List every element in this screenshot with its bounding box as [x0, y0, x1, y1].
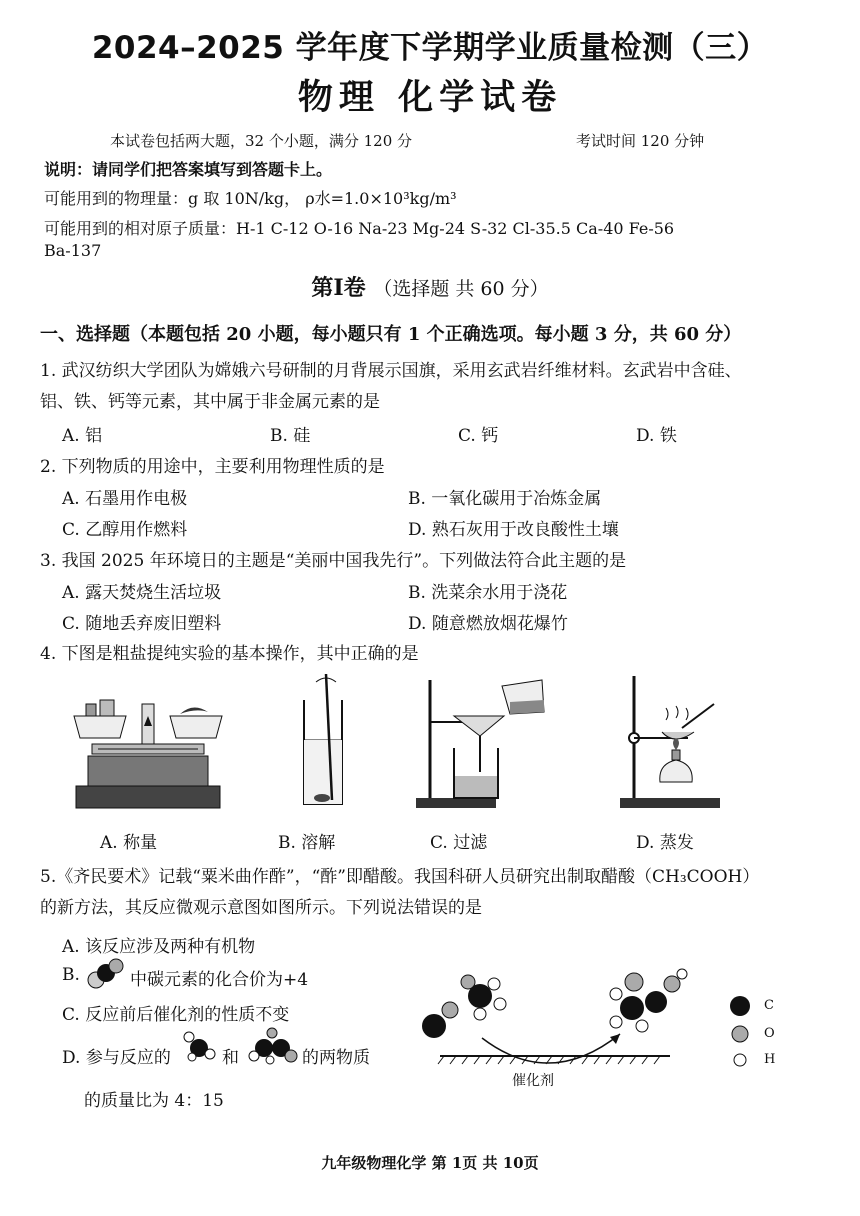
- q5-option-a: A. 该反应涉及两种有机物: [62, 937, 256, 957]
- filtration-figure: [414, 672, 554, 810]
- q1-option-b: B. 硅: [270, 426, 311, 446]
- catalyst-label: 催化剂: [512, 1073, 554, 1089]
- atomic-masses-line2: Ba-137: [44, 241, 102, 260]
- q5-option-c: C. 反应前后催化剂的性质不变: [62, 1005, 290, 1025]
- q1-option-d: D. 铁: [636, 426, 677, 446]
- q1-stem-line2: 铝、铁、钙等元素，其中属于非金属元素的是: [40, 392, 380, 412]
- q2-option-a: A. 石墨用作电极: [62, 489, 188, 509]
- page-footer: 九年级物理化学 第 1页 共 10页: [321, 1154, 539, 1172]
- section-subtitle: （选择题 共 60 分）: [373, 278, 549, 300]
- legend-oxygen: O: [764, 1026, 775, 1041]
- dissolving-figure: [296, 670, 356, 810]
- q1-option-a: A. 铝: [62, 426, 103, 446]
- q2-option-d: D. 熟石灰用于改良酸性土壤: [408, 520, 619, 540]
- q5-option-d-mid: 和: [222, 1048, 239, 1068]
- q2-stem: 2. 下列物质的用途中，主要利用物理性质的是: [40, 457, 385, 477]
- legend-carbon: C: [764, 998, 774, 1013]
- q5-option-d-suffix: 的两物质: [302, 1048, 370, 1068]
- q3-option-c: C. 随地丢弃废旧塑料: [62, 614, 222, 634]
- q5-option-d-prefix: D. 参与反应的: [62, 1048, 171, 1068]
- exam-info-right: 考试时间 120 分钟: [576, 132, 705, 150]
- q3-option-a: A. 露天焚烧生活垃圾: [62, 583, 222, 603]
- q2-option-c: C. 乙醇用作燃料: [62, 520, 188, 540]
- reactant-molecule-1-icon: [182, 1030, 216, 1064]
- q5-stem-line1: 5.《齐民要术》记载“粟米曲作酢”，“酢”即醋酸。我国科研人员研究出制取醋酸（CH₃COOH）: [40, 867, 760, 887]
- exam-title: 2024–2025 学年度下学期学业质量检测（三）: [91, 30, 769, 66]
- q4-stem: 4. 下图是粗盐提纯实验的基本操作，其中正确的是: [40, 644, 419, 664]
- q5-option-b-suffix: 中碳元素的化合价为+4: [130, 970, 309, 990]
- part-heading: 一、选择题（本题包括 20 小题，每小题只有 1 个正确选项。每小题 3 分，共 60 分）: [40, 324, 742, 345]
- q1-option-c: C. 钙: [458, 426, 499, 446]
- q4-option-a: A. 称量: [100, 833, 158, 853]
- exam-info-left: 本试卷包括两大题，32 个小题，满分 120 分: [110, 132, 413, 150]
- q5-stem-line2: 的新方法，其反应微观示意图如图所示。下列说法错误的是: [40, 898, 482, 918]
- reactant-molecule-2-icon: [246, 1026, 300, 1066]
- q3-option-b: B. 洗菜余水用于浇花: [408, 583, 568, 603]
- legend-hydrogen: H: [764, 1052, 776, 1067]
- atomic-masses-line1: 可能用到的相对原子质量：H-1 C-12 O-16 Na-23 Mg-24 S-32 Cl-35.5 Ca-40 Fe-56: [44, 219, 675, 238]
- q4-option-c: C. 过滤: [430, 833, 488, 853]
- section-title: 第Ⅰ卷: [311, 275, 366, 301]
- physics-constants: 可能用到的物理量：g 取 10N/kg， ρ水=1.0×10³kg/m³: [44, 189, 457, 208]
- instructions-note: 说明：请同学们把答案填写到答题卡上。: [44, 160, 333, 179]
- section-heading: [0, 271, 860, 302]
- reaction-diagram: [420, 960, 720, 1070]
- q4-option-b: B. 溶解: [278, 833, 336, 853]
- q4-option-d: D. 蒸发: [636, 833, 694, 853]
- q3-stem: 3. 我国 2025 年环境日的主题是“美丽中国我先行”。下列做法符合此主题的是: [40, 551, 627, 571]
- q2-option-b: B. 一氧化碳用于冶炼金属: [408, 489, 602, 509]
- q5-option-d-line2: 的质量比为 4：15: [84, 1091, 224, 1111]
- q1-stem-line1: 1. 武汉纺织大学团队为嫦娥六号研制的月背展示国旗，采用玄武岩纤维材料。玄武岩中含硅、: [40, 361, 742, 381]
- balance-weighing-figure: [68, 696, 228, 814]
- atom-legend: [728, 994, 752, 1074]
- q3-option-d: D. 随意燃放烟花爆竹: [408, 614, 568, 634]
- evaporation-figure: [618, 672, 728, 810]
- co2-molecule-icon: [84, 958, 128, 990]
- q5-option-b-prefix: B.: [62, 965, 80, 985]
- exam-subtitle: 物理 化学试卷: [297, 78, 563, 118]
